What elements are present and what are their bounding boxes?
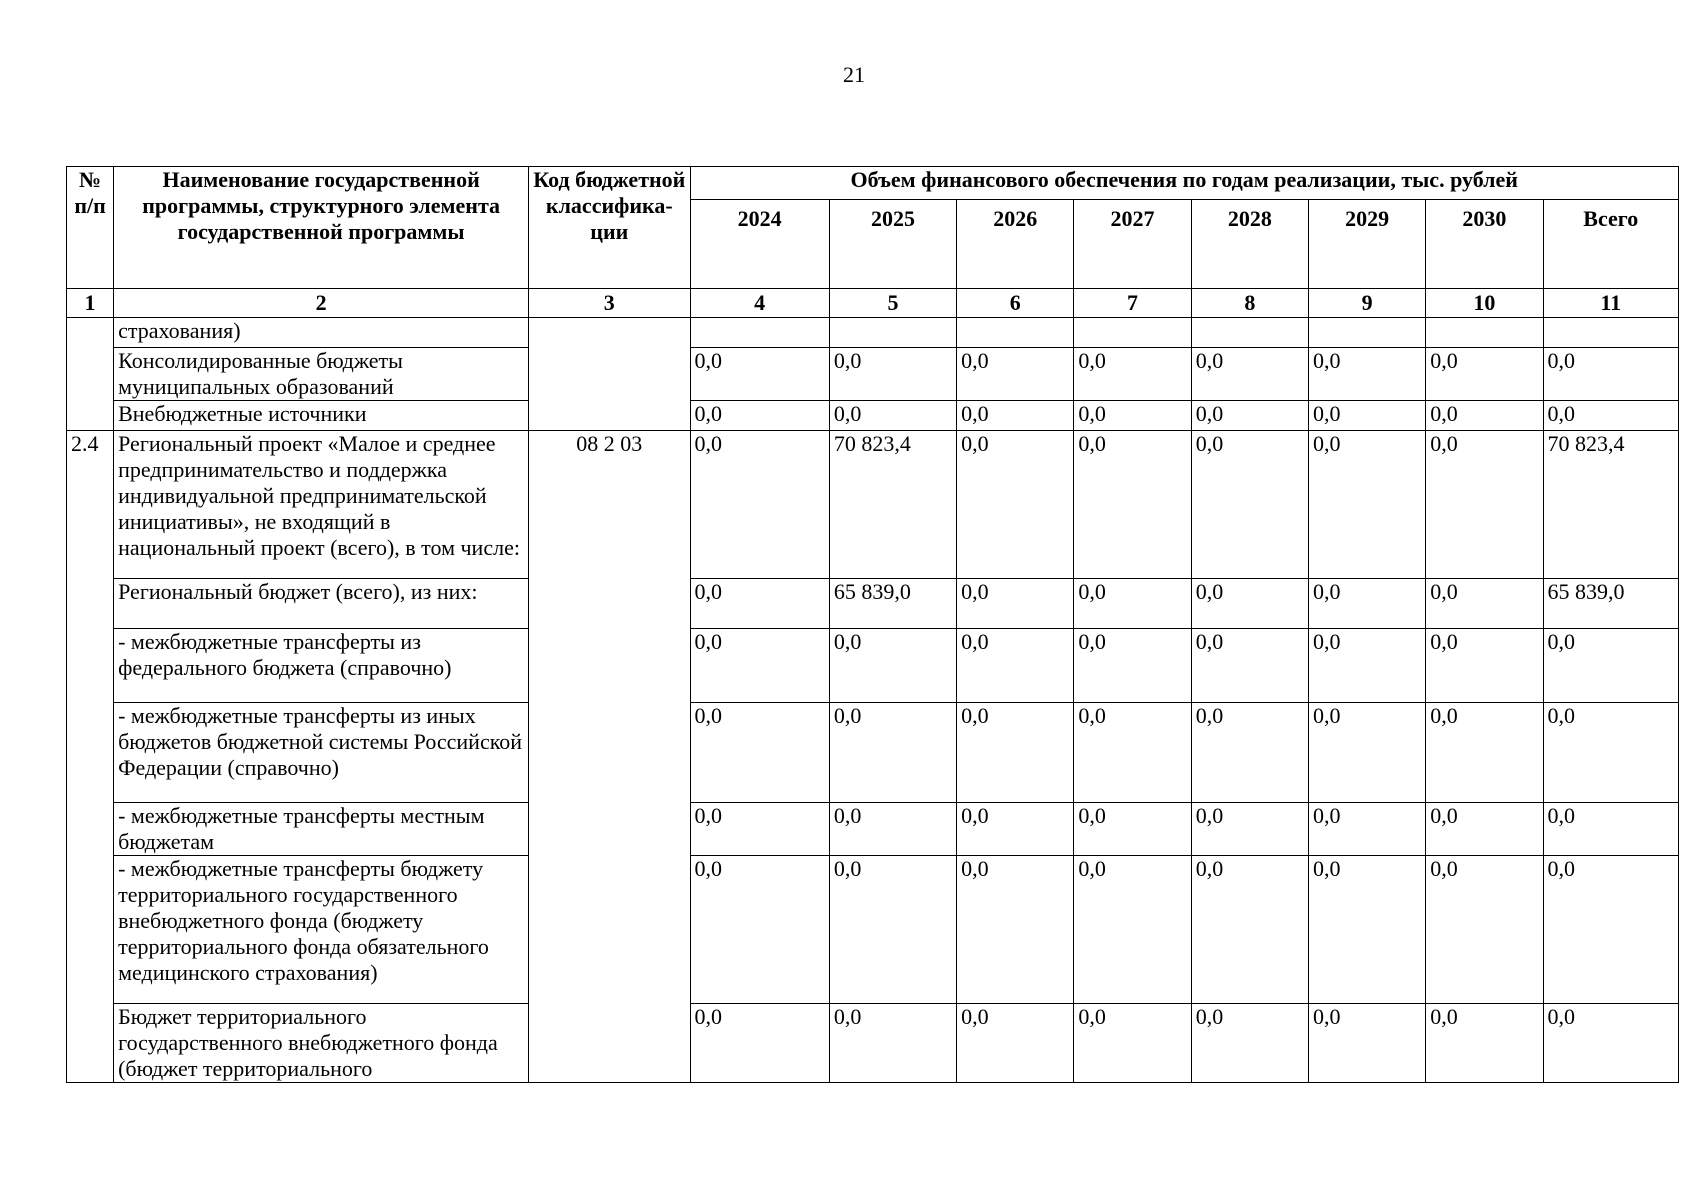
value-cell: 0,0: [690, 401, 829, 431]
value-cell: 65 839,0: [1543, 579, 1678, 629]
row-name-cell: страхования): [114, 318, 529, 348]
value-cell: 0,0: [957, 856, 1074, 1004]
value-cell: 0,0: [1191, 431, 1308, 579]
value-cell: 0,0: [1543, 703, 1678, 803]
value-cell: 0,0: [1308, 431, 1425, 579]
value-cell: 0,0: [957, 431, 1074, 579]
value-cell: 0,0: [1543, 348, 1678, 401]
table-row: [67, 401, 1679, 431]
column-number: 6: [957, 289, 1074, 318]
column-number: 7: [1074, 289, 1191, 318]
value-cell: 0,0: [1191, 803, 1308, 856]
column-number: 11: [1543, 289, 1678, 318]
header-total: Всего: [1543, 200, 1678, 289]
budget-table: [66, 166, 1679, 1083]
value-cell: 0,0: [690, 348, 829, 401]
table-row: [67, 803, 1679, 856]
value-cell: 0,0: [1074, 348, 1191, 401]
value-cell: 0,0: [1074, 579, 1191, 629]
value-cell: 0,0: [1074, 431, 1191, 579]
value-cell: 0,0: [957, 401, 1074, 431]
value-cell: 0,0: [1426, 856, 1543, 1004]
header-code: Код бюджетной классифика-ции: [529, 167, 690, 289]
value-cell: 0,0: [957, 703, 1074, 803]
value-cell: 0,0: [829, 803, 956, 856]
value-cell: 0,0: [1074, 856, 1191, 1004]
row-name-cell: - межбюджетные трансферты из федерального бюджета (справочно): [114, 629, 529, 703]
value-cell: 0,0: [957, 1004, 1074, 1083]
value-cell: 0,0: [1074, 1004, 1191, 1083]
value-cell: [1426, 318, 1543, 348]
value-cell: 0,0: [690, 629, 829, 703]
column-number: 1: [67, 289, 114, 318]
value-cell: 0,0: [957, 348, 1074, 401]
row-number-cell: 2.4: [67, 431, 114, 1083]
value-cell: 65 839,0: [829, 579, 956, 629]
value-cell: 0,0: [1426, 629, 1543, 703]
value-cell: 0,0: [1308, 348, 1425, 401]
value-cell: 0,0: [1191, 579, 1308, 629]
value-cell: 0,0: [1074, 803, 1191, 856]
row-number-cell: [67, 318, 114, 431]
value-cell: [1543, 318, 1678, 348]
row-name-cell: - межбюджетные трансферты бюджету территориального государственного внебюджетного фонда (бюджету территориального фонда обязательного медицинского страхования): [114, 856, 529, 1004]
column-number: 10: [1426, 289, 1543, 318]
row-name-cell: Внебюджетные источники: [114, 401, 529, 431]
value-cell: 0,0: [1308, 579, 1425, 629]
header-year: 2026: [957, 200, 1074, 289]
header-year: 2027: [1074, 200, 1191, 289]
header-name: Наименование государственной программы, структурного элемента государственной программы: [114, 167, 529, 289]
value-cell: 0,0: [690, 1004, 829, 1083]
value-cell: 0,0: [1426, 703, 1543, 803]
table-row: [67, 318, 1679, 348]
value-cell: 70 823,4: [829, 431, 956, 579]
value-cell: 70 823,4: [1543, 431, 1678, 579]
code-cell: 08 2 03: [529, 431, 690, 1083]
code-cell: [529, 318, 690, 431]
value-cell: 0,0: [1191, 703, 1308, 803]
value-cell: 0,0: [690, 803, 829, 856]
value-cell: 0,0: [1308, 856, 1425, 1004]
column-number: 2: [114, 289, 529, 318]
value-cell: 0,0: [829, 348, 956, 401]
row-name-cell: Региональный проект «Малое и среднее предпринимательство и поддержка индивидуальной предпринимательской инициативы», не входящий в национальный проект (всего), в том числе:: [114, 431, 529, 579]
value-cell: 0,0: [1191, 856, 1308, 1004]
value-cell: 0,0: [1543, 1004, 1678, 1083]
value-cell: 0,0: [690, 579, 829, 629]
value-cell: 0,0: [829, 629, 956, 703]
value-cell: 0,0: [1426, 431, 1543, 579]
page-number: 21: [843, 62, 865, 87]
row-name-cell: Региональный бюджет (всего), из них:: [114, 579, 529, 629]
header-no: № п/п: [67, 167, 114, 289]
value-cell: [1074, 318, 1191, 348]
value-cell: 0,0: [1191, 348, 1308, 401]
column-number: 8: [1191, 289, 1308, 318]
value-cell: 0,0: [1074, 629, 1191, 703]
value-cell: 0,0: [1543, 803, 1678, 856]
value-cell: 0,0: [1426, 401, 1543, 431]
header-year: 2030: [1426, 200, 1543, 289]
header-year: 2025: [829, 200, 956, 289]
header-volume: Объем финансового обеспечения по годам реализации, тыс. рублей: [690, 167, 1679, 200]
table-row: [67, 1004, 1679, 1083]
column-number: 9: [1308, 289, 1425, 318]
value-cell: 0,0: [829, 1004, 956, 1083]
value-cell: [690, 318, 829, 348]
value-cell: 0,0: [1426, 348, 1543, 401]
column-number: 4: [690, 289, 829, 318]
value-cell: 0,0: [1074, 401, 1191, 431]
table-row: [67, 348, 1679, 401]
value-cell: 0,0: [1543, 629, 1678, 703]
value-cell: 0,0: [829, 703, 956, 803]
value-cell: 0,0: [957, 629, 1074, 703]
table-row: [67, 431, 1679, 579]
value-cell: [957, 318, 1074, 348]
value-cell: 0,0: [1543, 856, 1678, 1004]
value-cell: 0,0: [1308, 803, 1425, 856]
value-cell: 0,0: [1426, 579, 1543, 629]
header-year: 2028: [1191, 200, 1308, 289]
value-cell: [1191, 318, 1308, 348]
table-row: [67, 579, 1679, 629]
column-number: 5: [829, 289, 956, 318]
value-cell: 0,0: [1543, 401, 1678, 431]
header-year: 2024: [690, 200, 829, 289]
value-cell: [829, 318, 956, 348]
row-name-cell: Консолидированные бюджеты муниципальных образований: [114, 348, 529, 401]
value-cell: 0,0: [1308, 1004, 1425, 1083]
table-row: [67, 703, 1679, 803]
value-cell: 0,0: [690, 856, 829, 1004]
value-cell: 0,0: [1308, 629, 1425, 703]
row-name-cell: - межбюджетные трансферты из иных бюджетов бюджетной системы Российской Федерации (справочно): [114, 703, 529, 803]
value-cell: 0,0: [1426, 803, 1543, 856]
value-cell: 0,0: [1191, 1004, 1308, 1083]
value-cell: 0,0: [1074, 703, 1191, 803]
value-cell: 0,0: [1191, 629, 1308, 703]
row-name-cell: Бюджет территориального государственного внебюджетного фонда (бюджет территориального: [114, 1004, 529, 1083]
value-cell: 0,0: [1426, 1004, 1543, 1083]
table-row: [67, 856, 1679, 1004]
value-cell: [1308, 318, 1425, 348]
table-row: [67, 629, 1679, 703]
header-year: 2029: [1308, 200, 1425, 289]
value-cell: 0,0: [1191, 401, 1308, 431]
value-cell: 0,0: [1308, 703, 1425, 803]
value-cell: 0,0: [957, 803, 1074, 856]
value-cell: 0,0: [829, 401, 956, 431]
value-cell: 0,0: [829, 856, 956, 1004]
value-cell: 0,0: [690, 431, 829, 579]
row-name-cell: - межбюджетные трансферты местным бюджетам: [114, 803, 529, 856]
value-cell: 0,0: [1308, 401, 1425, 431]
value-cell: 0,0: [690, 703, 829, 803]
value-cell: 0,0: [957, 579, 1074, 629]
column-number: 3: [529, 289, 690, 318]
table-body: [67, 318, 1679, 1083]
